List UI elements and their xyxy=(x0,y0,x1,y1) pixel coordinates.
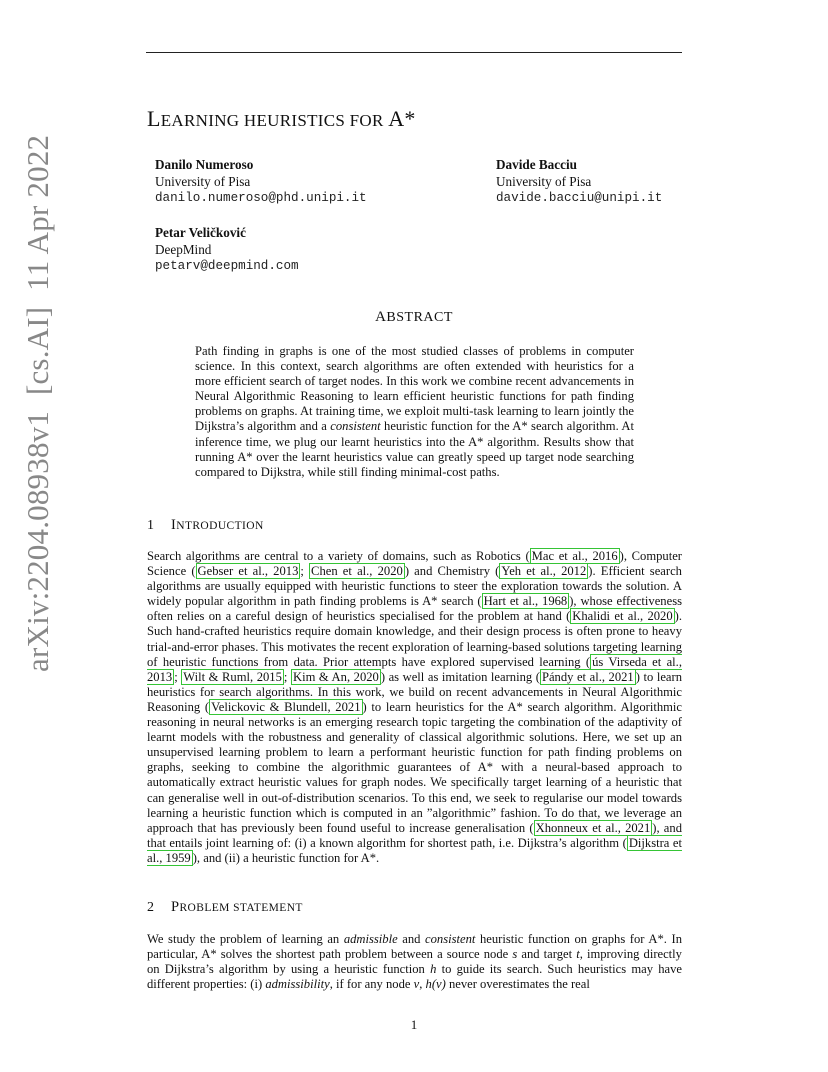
citation-link[interactable]: Dijkstra et al., 1959 xyxy=(147,835,683,865)
author-affiliation: DeepMind xyxy=(155,242,212,257)
citation-link[interactable]: Yeh et al., 2012 xyxy=(501,564,587,579)
author-name: Danilo Numeroso xyxy=(155,157,254,172)
author-block-1 xyxy=(155,156,367,207)
citation-link[interactable]: ús Virseda et al., 2013 xyxy=(147,654,682,684)
author-email[interactable]: danilo.numeroso@phd.unipi.it xyxy=(155,191,367,205)
citation-link[interactable]: Hart et al., 1968 xyxy=(483,594,568,609)
abstract-text: Path finding in graphs is one of the most studied classes of problems in computer science. In this context, search algorithms are often extended with heuristics for a more efficient search of target nodes. In this work we combine recent advancements in Neural Algorithmic Reasoning to learn efficient heuristic functions for path finding problems on graphs. At training time, we exploit multi-task learning to learn jointly the Dijkstra’s algorithm and a consistent heuristic function for the A* search algorithm. At inference time, we plug our learnt heuristics into the A* algorithm. Results show that running A* over the learnt heuristics value can greatly speed up target node searching compared to Dijkstra, while still finding minimal-cost paths. xyxy=(195,344,634,479)
citation-link[interactable]: Mac et al., 2016 xyxy=(531,549,618,563)
page-number: 1 xyxy=(410,1017,418,1032)
author-affiliation: University of Pisa xyxy=(155,174,251,189)
top-rule xyxy=(146,52,682,53)
author-email[interactable]: petarv@deepmind.com xyxy=(155,259,299,273)
intro-paragraph: Search algorithms are central to a variety of domains, such as Robotics ( Mac et al., 2016 ), Computer Science ( Gebser et al., 2013 ; Chen et al., 2020 ) and Chemistry ( Yeh et al., 2012 ). Efficient search algorithms are usually equipped with heuristic functions to steer the exploration towards the solution. A widely popular algorithm in path finding problems is A* search ( Hart et al., 1968 ), whose effectiveness often relies on a careful design of heuristics specialised for the problem at hand ( Khalidi et al., 2020 ). Such hand-crafted heuristics require domain knowledge, and their design process is often prone to heavy trial-and-error phases. This motivates the recent exploration of learning-based solutions targeting learning of heuristic functions from data. Prior attempts have explored supervised learning ( ús Virseda et al., 2013 ; Wilt & Ruml, 2015 ; Kim & An, 2020 ) as well as imitation learning ( Pándy et al., 2021 ) to learn heuristics for search algorithms. In this work, we build on recent advancements in Neural Algorithmic Reasoning ( Velickovic & Blundell, 2021 ) to learn heuristics for the A* search algorithm. Algorithmic reasoning in neural networks is an emerging research topic targeting the combination of the adaptivity of learnt models with the robustness and generality of classical algorithmic solutions. Here, we set up an unsupervised learning problem to learn a performant heuristic function for path finding problems on graphs, seeking to combine the algorithmic guarantees of A* with a neural-based approach to automatically extract heuristic values for graph nodes. We specifically target learning of a heuristic that can generalise well in out-of-distribution scenarios. To this end, we seek to regularise our model towards learning a heuristic function which is computed in an ”algorithmic” fashion. To do that, we leverage an approach that has previously been found useful to increase generalisation ( Xhonneux et al., 2021 ), and that entails joint learning of: (i) a known algorithm for shortest path, i.e. Dijkstra’s algorithm ( Dijkstra et al., 1959 ), and (ii) a heuristic function for A*. xyxy=(147,549,683,865)
abstract-heading: ABSTRACT xyxy=(375,309,453,325)
author-name: Davide Bacciu xyxy=(496,157,577,172)
citation-link[interactable]: Gebser et al., 2013 xyxy=(197,564,299,579)
author-affiliation: University of Pisa xyxy=(496,174,592,189)
arxiv-watermark: arXiv:2204.08938v1 [cs.AI] 11 Apr 2022 xyxy=(20,134,55,672)
citation-link[interactable]: Xhonneux et al., 2021 xyxy=(535,820,651,835)
citation-link[interactable]: Wilt & Ruml, 2015 xyxy=(183,669,282,684)
citation-link[interactable]: Khalidi et al., 2020 xyxy=(572,609,673,624)
citation-link[interactable]: Velickovic & Blundell, 2021 xyxy=(211,699,361,714)
citation-link[interactable]: Chen et al., 2020 xyxy=(311,564,403,579)
section-heading-problem-statement: 2 PROBLEM STATEMENT xyxy=(147,899,303,915)
problem-paragraph: We study the problem of learning an admissible and consistent heuristic function on graphs for A*. In particular, A* solves the shortest path problem between a source node s and target t, improving directly on Dijkstra’s algorithm by using a heuristic function h to guide its search. Such heuristics may have different properties: (i) admissibility, if for any node v, h(v) never overestimates the real xyxy=(147,932,682,992)
author-block-3 xyxy=(155,224,299,275)
section-heading-introduction: 1 INTRODUCTION xyxy=(147,517,264,533)
citation-link[interactable]: Pándy et al., 2021 xyxy=(541,669,634,684)
author-block-2 xyxy=(496,156,662,207)
paper-title: LEARNING HEURISTICS FOR A* xyxy=(147,106,416,131)
author-email[interactable]: davide.bacciu@unipi.it xyxy=(496,191,663,205)
author-name: Petar Veličković xyxy=(155,225,246,240)
citation-link[interactable]: Kim & An, 2020 xyxy=(292,669,379,684)
